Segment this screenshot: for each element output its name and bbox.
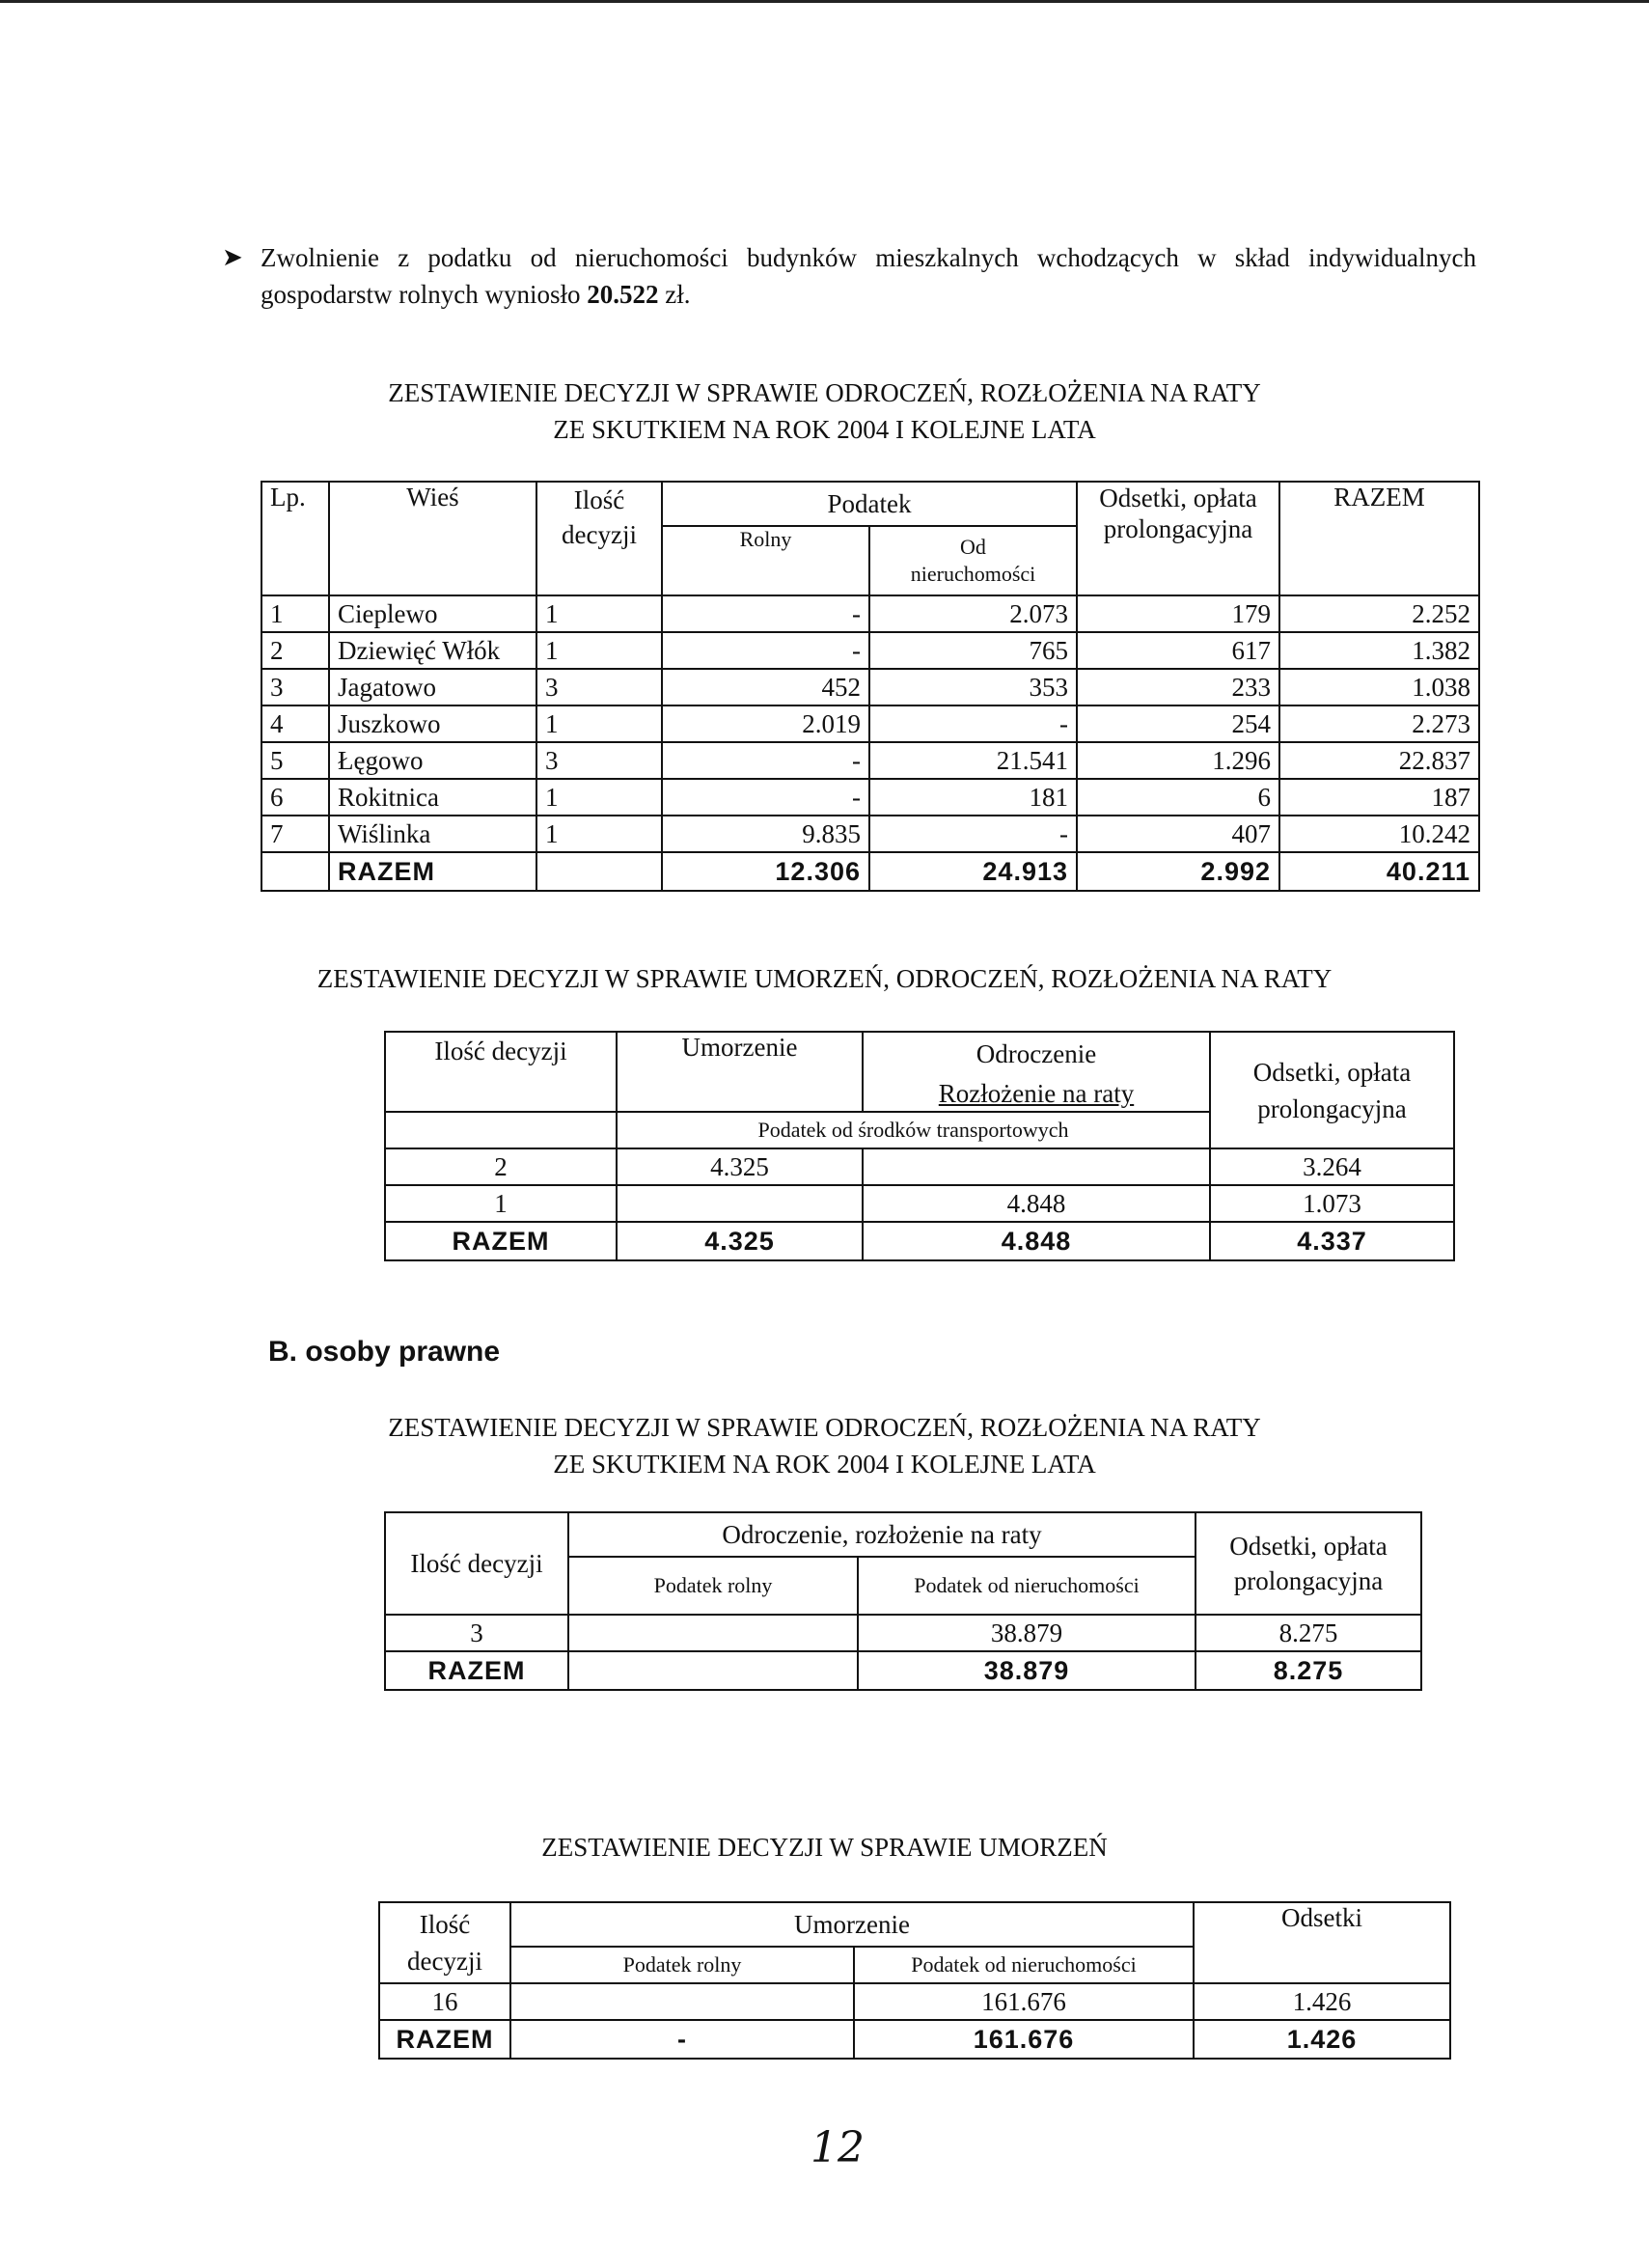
t2-header-odsetki: Odsetki, opłata prolongacyjna	[1210, 1032, 1454, 1148]
intro-text-end: zł.	[658, 280, 691, 309]
cell-nier: 38.879	[858, 1615, 1196, 1651]
cell-nier: 765	[869, 632, 1077, 669]
cell-wies: Wiślinka	[329, 816, 536, 852]
cell-rolny: 9.835	[662, 816, 869, 852]
cell-rolny: 452	[662, 669, 869, 705]
cell-lp: 6	[261, 779, 329, 816]
cell-ilosc: 1	[536, 705, 662, 742]
cell-nier: -	[869, 705, 1077, 742]
page-number: 12	[811, 2123, 865, 2172]
cell-razem: 22.837	[1279, 742, 1479, 779]
cell-ilosc: 1	[536, 595, 662, 632]
t2-header-podatek-transport: Podatek od środków transportowych	[617, 1112, 1210, 1148]
intro-amount: 20.522	[587, 280, 659, 309]
cell-razem: 187	[1279, 779, 1479, 816]
table-row	[385, 1185, 1454, 1222]
cell-odsetki: 233	[1077, 669, 1279, 705]
t4-total-odsetki: 1.426	[1194, 2020, 1450, 2059]
cell-lp: 1	[261, 595, 329, 632]
t3-header-nier: Podatek od nieruchomości	[858, 1557, 1196, 1615]
cell-ilosc: 2	[385, 1148, 617, 1185]
t4-total-rolny: -	[510, 2020, 854, 2059]
header-od-nieruchomosci	[869, 526, 1077, 595]
table4-title: ZESTAWIENIE DECYZJI W SPRAWIE UMORZEŃ	[541, 1833, 1108, 1862]
t2-total-umorzenie: 4.325	[617, 1222, 863, 1260]
cell-nier: -	[869, 816, 1077, 852]
cell-rolny: -	[662, 595, 869, 632]
cell-ilosc: 1	[385, 1185, 617, 1222]
total-empty	[261, 852, 329, 891]
table-row	[261, 595, 1479, 632]
cell-rolny: -	[662, 632, 869, 669]
total-rolny: 12.306	[662, 852, 869, 891]
cell-rolny: 2.019	[662, 705, 869, 742]
arrow-bullet-icon: ➤	[222, 243, 243, 271]
header-podatek: Podatek	[662, 482, 1077, 526]
header-razem: RAZEM	[1279, 482, 1479, 595]
cell-lp: 3	[261, 669, 329, 705]
t4-header-rolny: Podatek rolny	[510, 1947, 854, 1983]
header-wies: Wieś	[329, 482, 536, 595]
t3-total-odsetki: 8.275	[1196, 1651, 1421, 1690]
table-row	[261, 632, 1479, 669]
intro-paragraph	[222, 239, 1476, 313]
cell-ilosc: 16	[379, 1983, 510, 2020]
t4-header-umorzenie: Umorzenie	[510, 1902, 1194, 1947]
t3-header-ilosc: Ilość decyzji	[385, 1512, 568, 1615]
cell-odsetki: 1.426	[1194, 1983, 1450, 2020]
cell-ilosc: 1	[536, 816, 662, 852]
table1-title-line1: ZESTAWIENIE DECYZJI W SPRAWIE ODROCZEŃ, ROZŁOŻENIA NA RATY	[388, 378, 1261, 407]
table-row	[385, 1615, 1421, 1651]
header-rolny: Rolny	[662, 526, 869, 595]
cell-odsetki: 254	[1077, 705, 1279, 742]
cell-odroczenie: 4.848	[863, 1185, 1210, 1222]
table-remissions-transport	[384, 1031, 1455, 1261]
cell-rolny: -	[662, 742, 869, 779]
table-row	[385, 1148, 1454, 1185]
cell-wies: Dziewięć Włók	[329, 632, 536, 669]
total-empty	[536, 852, 662, 891]
cell-ilosc: 3	[536, 669, 662, 705]
cell-ilosc: 1	[536, 632, 662, 669]
t4-header-odsetki: Odsetki	[1194, 1902, 1450, 1983]
section-b-heading: B. osoby prawne	[268, 1336, 501, 1368]
t4-total-label: RAZEM	[379, 2020, 510, 2059]
cell-odroczenie	[863, 1148, 1210, 1185]
cell-rolny: -	[662, 779, 869, 816]
t2-header-ilosc: Ilość decyzji	[385, 1032, 617, 1112]
t2-total-odroczenie: 4.848	[863, 1222, 1210, 1260]
cell-razem: 2.252	[1279, 595, 1479, 632]
t3-header-rolny: Podatek rolny	[568, 1557, 858, 1615]
t4-header-ilosc: Ilość decyzji	[379, 1902, 510, 1983]
cell-ilosc: 3	[536, 742, 662, 779]
t4-header-nier: Podatek od nieruchomości	[854, 1947, 1194, 1983]
cell-ilosc: 3	[385, 1615, 568, 1651]
cell-odsetki: 6	[1077, 779, 1279, 816]
cell-wies: Jagatowo	[329, 669, 536, 705]
cell-razem: 2.273	[1279, 705, 1479, 742]
table2-title: ZESTAWIENIE DECYZJI W SPRAWIE UMORZEŃ, ODROCZEŃ, ROZŁOŻENIA NA RATY	[316, 964, 1333, 993]
cell-odsetki: 179	[1077, 595, 1279, 632]
header-nieruchomosci: nieruchomości	[910, 562, 1036, 586]
cell-lp: 5	[261, 742, 329, 779]
table4-total-row	[379, 2020, 1450, 2059]
t2-total-odsetki: 4.337	[1210, 1222, 1454, 1260]
table3-title-line2: ZE SKUTKIEM NA ROK 2004 I KOLEJNE LATA	[553, 1450, 1096, 1479]
cell-nier: 2.073	[869, 595, 1077, 632]
cell-razem: 1.382	[1279, 632, 1479, 669]
cell-lp: 7	[261, 816, 329, 852]
cell-odsetki: 3.264	[1210, 1148, 1454, 1185]
t2-header-rozlozenie: Rozłożenie na raty	[863, 1076, 1210, 1112]
cell-nier: 353	[869, 669, 1077, 705]
cell-wies: Cieplewo	[329, 595, 536, 632]
cell-odsetki: 617	[1077, 632, 1279, 669]
t2-header-empty	[385, 1112, 617, 1148]
cell-nier: 21.541	[869, 742, 1077, 779]
header-odsetki: Odsetki, opłata prolongacyjna	[1077, 482, 1279, 595]
cell-nier: 181	[869, 779, 1077, 816]
header-lp: Lp.	[261, 482, 329, 595]
table-deferrals-villages	[261, 481, 1480, 892]
table-legal-deferrals	[384, 1511, 1422, 1691]
table3-total-row	[385, 1651, 1421, 1690]
t2-header-odroczenie: Odroczenie	[863, 1032, 1210, 1076]
table-row	[261, 779, 1479, 816]
total-nier: 24.913	[869, 852, 1077, 891]
cell-lp: 4	[261, 705, 329, 742]
cell-nier: 161.676	[854, 1983, 1194, 2020]
t2-total-label: RAZEM	[385, 1222, 617, 1260]
cell-umorzenie	[617, 1185, 863, 1222]
cell-umorzenie: 4.325	[617, 1148, 863, 1185]
cell-ilosc: 1	[536, 779, 662, 816]
table-row	[261, 742, 1479, 779]
t3-total-rolny	[568, 1651, 858, 1690]
cell-odsetki: 8.275	[1196, 1615, 1421, 1651]
table-legal-remissions	[378, 1901, 1451, 2060]
total-razem: 40.211	[1279, 852, 1479, 891]
total-label: RAZEM	[329, 852, 536, 891]
table1-total-row	[261, 852, 1479, 891]
t3-header-odsetki: Odsetki, opłata prolongacyjna	[1196, 1512, 1421, 1615]
header-ilosc: Ilość decyzji	[536, 482, 662, 595]
t3-header-odroczenie: Odroczenie, rozłożenie na raty	[568, 1512, 1196, 1557]
table-row	[261, 705, 1479, 742]
t2-header-umorzenie: Umorzenie	[617, 1032, 863, 1112]
table-row	[379, 1983, 1450, 2020]
total-odsetki: 2.992	[1077, 852, 1279, 891]
top-border-line	[0, 0, 1649, 3]
table-row	[261, 816, 1479, 852]
intro-text: Zwolnienie z podatku od nieruchomości budynków mieszkalnych wchodzących w skład indywidualnych gospodarstw rolnych wyniosło	[261, 243, 1476, 309]
cell-razem: 1.038	[1279, 669, 1479, 705]
cell-odsetki: 407	[1077, 816, 1279, 852]
t3-total-nier: 38.879	[858, 1651, 1196, 1690]
table3-title-line1: ZESTAWIENIE DECYZJI W SPRAWIE ODROCZEŃ, ROZŁOŻENIA NA RATY	[388, 1413, 1261, 1442]
table-row	[261, 669, 1479, 705]
cell-odsetki: 1.296	[1077, 742, 1279, 779]
cell-rolny	[568, 1615, 858, 1651]
table1-title-line2: ZE SKUTKIEM NA ROK 2004 I KOLEJNE LATA	[553, 415, 1096, 444]
table2-total-row	[385, 1222, 1454, 1260]
cell-razem: 10.242	[1279, 816, 1479, 852]
t4-total-nier: 161.676	[854, 2020, 1194, 2059]
cell-wies: Rokitnica	[329, 779, 536, 816]
cell-lp: 2	[261, 632, 329, 669]
header-od: Od	[960, 535, 986, 559]
cell-odsetki: 1.073	[1210, 1185, 1454, 1222]
cell-wies: Łęgowo	[329, 742, 536, 779]
cell-rolny	[510, 1983, 854, 2020]
cell-wies: Juszkowo	[329, 705, 536, 742]
t3-total-label: RAZEM	[385, 1651, 568, 1690]
